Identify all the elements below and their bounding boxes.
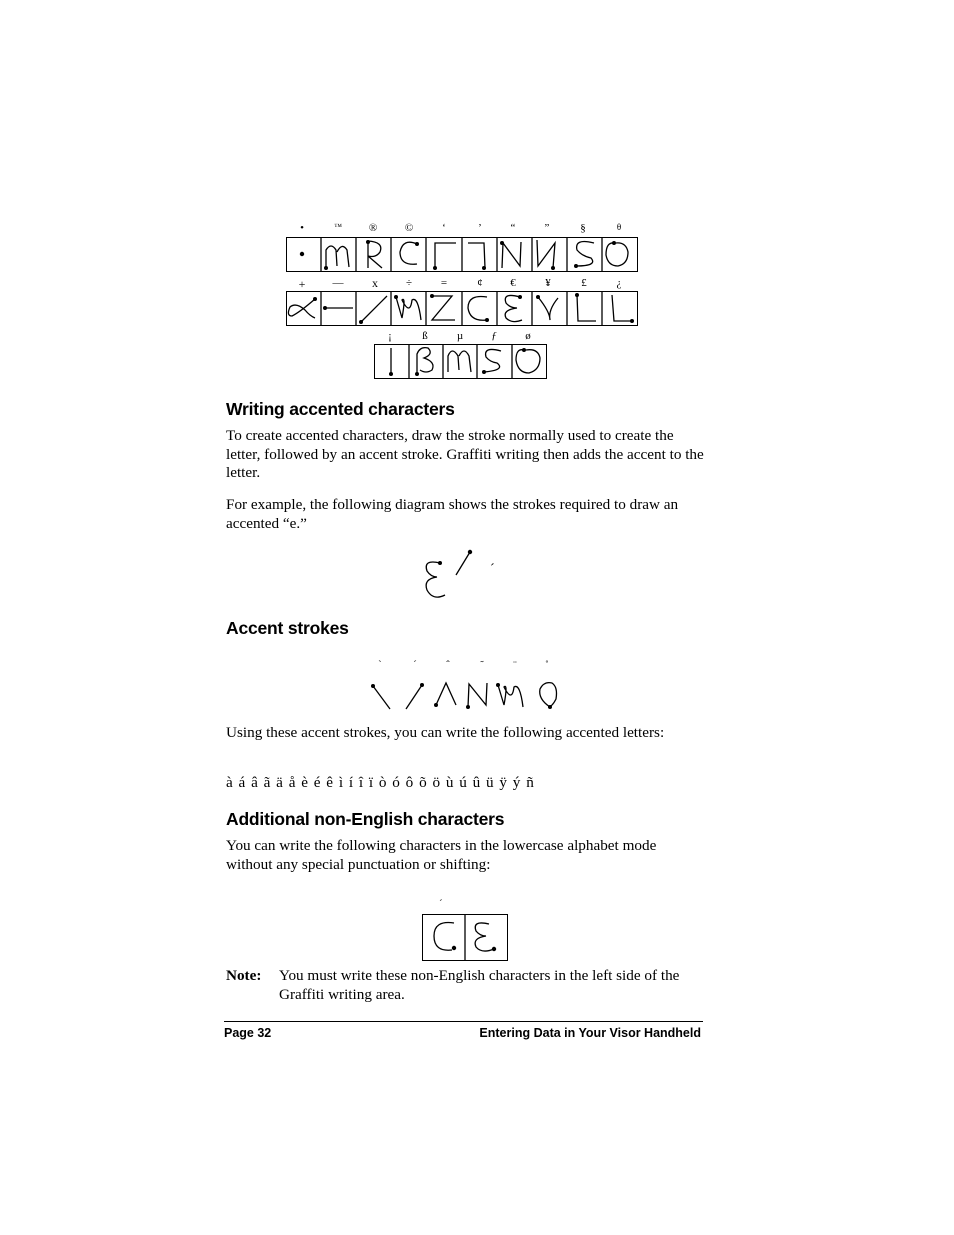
- section-heading-writing-accented: Writing accented characters: [226, 399, 455, 419]
- accented-e-diagram: [415, 545, 525, 610]
- symbol-label: “: [510, 222, 516, 234]
- symbol-label: ÷: [405, 277, 413, 289]
- symbol-label: x: [372, 276, 378, 290]
- note-text: You must write these non-English characters in the left side of the Graffiti writing area.: [279, 967, 680, 1003]
- symbol-label: ø: [525, 330, 531, 342]
- accent-label: ´: [413, 659, 417, 671]
- accent-label: ˜: [480, 659, 484, 671]
- paragraph-accent-usage: Using these accent strokes, you can write the following accented letters:: [226, 724, 665, 741]
- symbol-label: θ: [616, 222, 622, 232]
- symbol-label: ”: [544, 222, 550, 234]
- symbol-label: €: [510, 277, 516, 289]
- section-heading-non-english: Additional non-English characters: [226, 809, 505, 829]
- accent-strokes-diagram: [360, 675, 570, 720]
- symbol-label: µ: [456, 330, 464, 342]
- symbol-label: ©: [404, 222, 414, 234]
- paragraph-non-english: You can write the following characters in the lowercase alphabet mode without any special punctuation or shifting:: [226, 837, 657, 873]
- symbol-label: ®: [368, 222, 378, 234]
- symbol-label: §: [580, 222, 586, 234]
- accent-demo-label: ´: [490, 562, 495, 577]
- non-english-strokes: [422, 914, 508, 961]
- accent-label: ˆ: [446, 659, 450, 671]
- symbol-label: ƒ: [491, 330, 497, 342]
- section-heading-accent-strokes: Accent strokes: [226, 618, 349, 638]
- symbol-label: •: [300, 222, 304, 234]
- non-english-box-label: ´: [439, 898, 443, 910]
- note-label: Note:: [226, 967, 262, 984]
- symbol-label: ¡: [388, 330, 392, 342]
- footer-page-number: Page 32: [224, 1026, 272, 1040]
- accent-label: ¨: [513, 659, 517, 671]
- symbol-label: =: [440, 277, 448, 289]
- paragraph-accent-intro: To create accented characters, draw the stroke normally used to create the letter, followed by an accent stroke. Graffiti writing then adds the accent to the letter.: [226, 427, 704, 481]
- row3-dividers: [409, 344, 512, 379]
- symbol-label: £: [581, 277, 587, 289]
- symbol-label: ¥: [545, 277, 551, 289]
- paragraph-accent-example: For example, the following diagram shows the strokes required to draw an accented “e.”: [226, 496, 679, 532]
- accent-label: `: [378, 659, 382, 671]
- symbol-label: +: [298, 277, 306, 291]
- symbol-label: ¿: [616, 277, 622, 289]
- symbol-label: ™: [334, 222, 342, 231]
- symbol-label: ‘: [442, 222, 446, 234]
- accent-label: ˚: [545, 659, 549, 671]
- symbol-label: ’: [478, 222, 482, 234]
- row3-strokes: [0, 0, 954, 390]
- footer-chapter-title: Entering Data in Your Visor Handheld: [479, 1026, 701, 1040]
- symbol-label: ß: [422, 330, 428, 342]
- accented-letters-list: à á â ã ä å è é ê ì í î ï ò ó ô õ ö ù ú û ü ÿ ý ñ: [226, 774, 534, 791]
- footer-rule: [224, 1021, 703, 1022]
- graffiti-symbol-table: [0, 0, 954, 390]
- symbol-label: —: [332, 277, 344, 289]
- symbol-label: ¢: [477, 277, 483, 289]
